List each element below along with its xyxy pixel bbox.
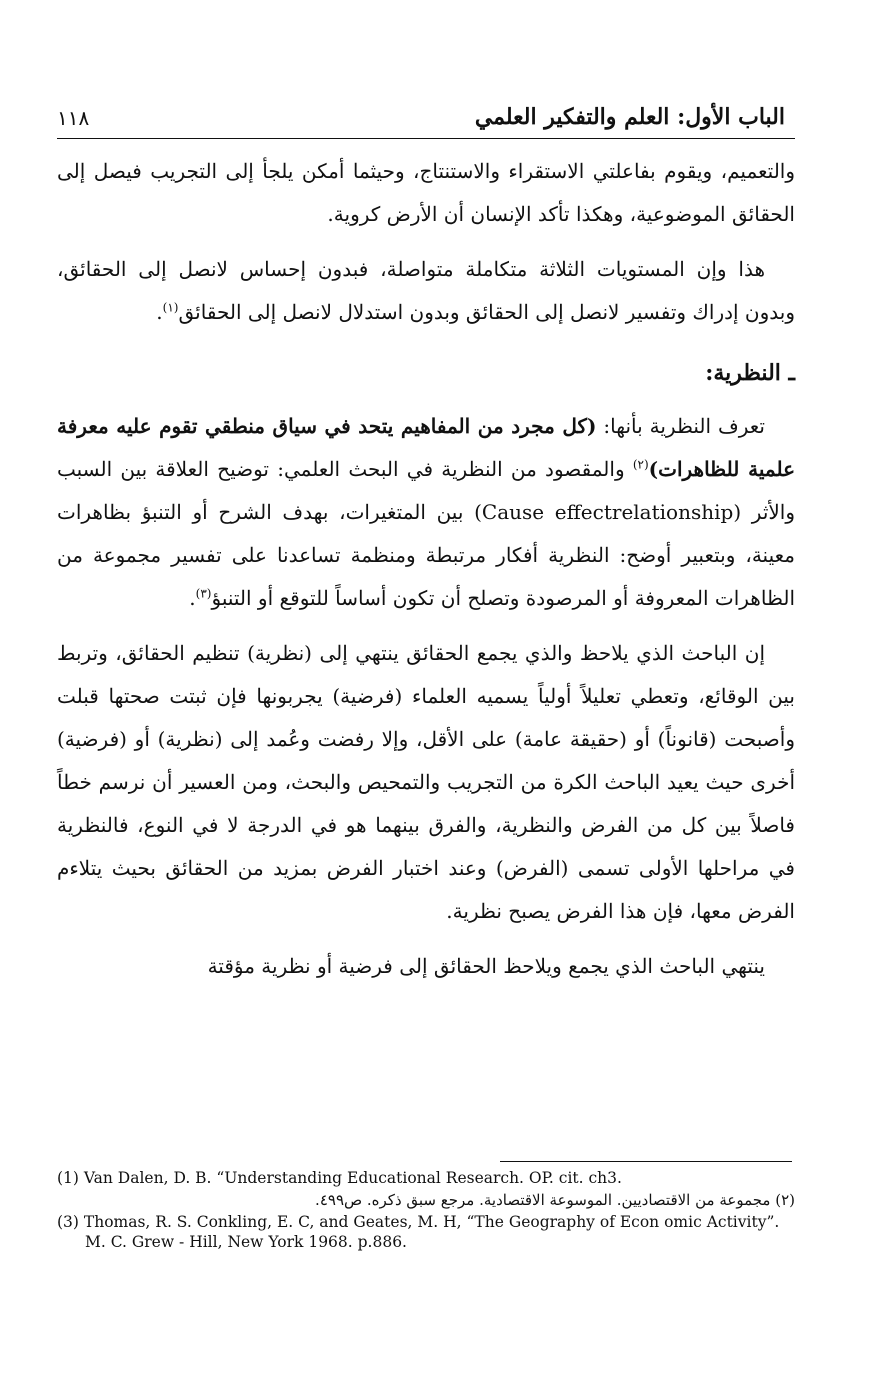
footnote-1: (1) Van Dalen, D. B. “Understanding Educational Research. OP. cit. ch3. <box>57 1169 622 1187</box>
paragraph-3-mid: والمقصود من النظرية في البحث العلمي: توضيح العلاقة بين السبب والأثر ( <box>57 457 796 524</box>
page-number: ١١٨ <box>57 106 90 130</box>
chapter-title: الباب الأول: العلم والتفكير العلمي <box>474 104 785 130</box>
running-header <box>57 100 795 139</box>
footnote-divider <box>500 1161 792 1162</box>
paragraph-2-text: هذا وإن المستويات الثلاثة متكاملة متواصلة، فبدون إحساس لانصل إلى الحقائق، وبدون إدراك وتفسير لانصل إلى الحقائق وبدون استدلال لانصل إلى الحقائق <box>57 257 795 324</box>
footnote-3: (3) Thomas, R. S. Conkling, E. C, and Geates, M. H, “The Geography of Econ omic Activity”. M. C. Grew - Hill, New York 1968. p.886. <box>57 1213 780 1251</box>
section-heading: ـ النظرية: <box>705 360 795 386</box>
footnote-ref-1: (١) <box>162 300 179 315</box>
paragraph-4: إن الباحث الذي يلاحظ والذي يجمع الحقائق ينتهي إلى (نظرية) تنظيم الحقائق، وتربط بين الوقائع، وتعطي تعليلاً أولياً يسميه العلماء (فرضية) يجربونها فإن ثبتت صحتها قبلت وأصبحت (قانوناً) أو (حقيقة عامة) على الأقل، وإلا رفضت وعُمد إلى (نظرية) أو (فرضية) أخرى حيث يعيد الباحث الكرة من التجريب والتمحيص والبحث، ومن العسير أن نرسم خطاً فاصلاً بين كل من الفرض والنظرية، والفرق بينهما هو في الدرجة لا في النوع، فالنظرية في مراحلها الأولى تسمى (الفرض) وعند اختبار الفرض بمزيد من الحقائق بحيث يتلاءم الفرض معها، فإن هذا الفرض يصبح نظرية. <box>57 641 795 923</box>
paragraph-3-rest: ) بين المتغيرات، بهدف الشرح أو التنبؤ بظاهرات معينة، وبتعبير أوضح: النظرية أفكار مرتبطة ومنظمة تساعدنا على تفسير مجموعة من الظاهرات المعروفة أو المرصودة وتصلح أن تكون أساساً للتوقع أو التنبؤ <box>57 500 795 610</box>
footnote-ref-3: (٣) <box>195 586 212 601</box>
paragraph-3 <box>57 405 795 620</box>
footnote-2: (٢) مجموعة من الاقتصاديين. الموسوعة الاقتصادية. مرجع سبق ذكره. ص٤٩٩. <box>315 1191 795 1209</box>
paragraph-3-end: . <box>189 586 196 610</box>
english-term: Cause effectrelationship <box>481 500 734 524</box>
main-text <box>57 150 795 1000</box>
footnotes <box>57 1168 795 1252</box>
theory-definition: (كل مجرد من المفاهيم يتحد في سياق منطقي تقوم عليه معرفة علمية للظاهرات) <box>57 414 796 481</box>
paragraph-5: ينتهي الباحث الذي يجمع ويلاحظ الحقائق إلى فرضية أو نظرية مؤقتة <box>207 954 765 978</box>
footnote-ref-2: (٢) <box>632 457 649 472</box>
paragraph-3-intro: تعرف النظرية بأنها: <box>596 414 765 438</box>
paragraph-2 <box>57 248 795 334</box>
paragraph-1: والتعميم، ويقوم بفاعلتي الاستقراء والاستنتاج، وحيثما أمكن يلجأ إلى التجريب فيصل إلى الحقائق الموضوعية، وهكذا تأكد الإنسان أن الأرض كروية. <box>57 159 795 226</box>
paragraph-2-end: . <box>156 300 163 324</box>
